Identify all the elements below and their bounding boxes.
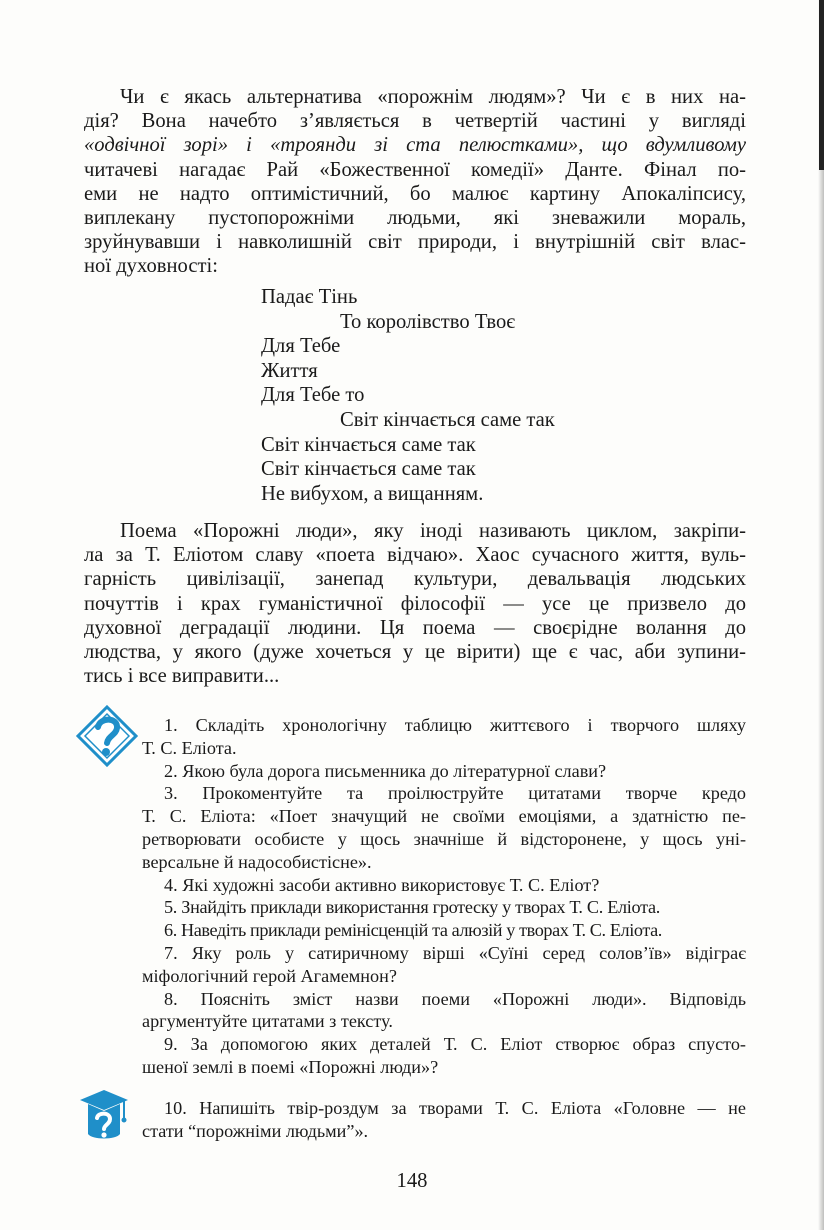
task-line: стати “порожніми людьми”». — [142, 1120, 369, 1141]
page-edge-shadow — [818, 0, 824, 1230]
conclusion-line: ла за Т. Еліотом славу «поета відчаю». Хаос сучасного життя, вуль- — [84, 544, 746, 567]
poem-line: Для Тебе то — [261, 384, 365, 407]
question-item-cont: шеної землі в поемі «Порожні люди»? — [142, 1056, 439, 1077]
poem-line: Світ кінчається саме так — [261, 433, 476, 456]
question-item-cont: міфологічний герой Агамемнон? — [142, 965, 397, 986]
poem-line: Падає Тінь — [261, 286, 358, 308]
question-item: 9. За допомогою яких деталей Т. С. Еліот створює образ спусто- — [164, 1034, 746, 1055]
creative-task — [142, 1097, 746, 1143]
question-item: 7. Яку роль у сатиричному вірші «Суїні серед солов’їв» відіграє — [164, 942, 746, 963]
task-line: 10. Напишіть твір-роздум за творами Т. С. Еліота «Головне — не — [164, 1098, 746, 1118]
question-item: 1. Складіть хронологічну таблицю життєвого і творчого шляху — [164, 715, 746, 735]
conclusion-paragraph — [84, 519, 746, 688]
question-item: 5. Знайдіть приклади використання гротеску у творах Т. С. Еліота. — [164, 897, 660, 918]
poem-excerpt — [261, 285, 555, 506]
question-item: 4. Які художні засоби активно використовує Т. С. Еліот? — [164, 874, 600, 895]
poem-line: Світ кінчається саме так — [340, 408, 555, 431]
question-item-cont: аргументуйте цитатами з тексту. — [142, 1011, 393, 1032]
poem-line: Життя — [261, 359, 318, 382]
question-item-cont: версальне й надособистісне». — [142, 851, 372, 872]
intro-line: «одвічної зорі» і «троянди зі ста пелюстками», що вдумливому — [84, 134, 746, 157]
intro-line: Чи є якась альтернатива «порожнім людям»? Чи є в них на- — [120, 86, 746, 108]
conclusion-line: почуттів і крах гуманістичної філософії — усе це призвело до — [84, 592, 746, 615]
intro-line: виплекану пустопорожніми людьми, які зневажили мораль, — [84, 207, 746, 230]
question-item-cont: Т. С. Еліота: «Поет значущий не своїми емоціями, а здатністю пе- — [142, 806, 746, 827]
question-item: 2. Якою була дорога письменника до літературної слави? — [164, 760, 607, 781]
intro-line: дія? Вона начебто з’являється в четвертій частині у вигляді — [84, 110, 746, 133]
graduation-cap-icon — [78, 1088, 130, 1144]
page-edge-mark — [819, 0, 824, 170]
conclusion-line: гарність цивілізації, занепад культури, девальвація людських — [84, 568, 746, 591]
intro-paragraph — [84, 85, 746, 279]
question-mark-icon — [76, 705, 138, 767]
question-item: 6. Наведіть приклади ремінісценцій та алюзій у творах Т. С. Еліота. — [164, 920, 662, 941]
conclusion-line: духовної деградації людини. Ця поема — своєрідне волання до — [84, 616, 746, 639]
page-number: 148 — [396, 1170, 428, 1192]
conclusion-line: людства, у якого (дуже хочеться у це вірити) ще є час, аби зупини- — [84, 641, 746, 664]
intro-line: ної духовності: — [84, 255, 218, 278]
intro-line: читачеві нагадає Рай «Божественної комедії» Данте. Фінал по- — [84, 158, 746, 181]
poem-line: Для Тебе — [261, 335, 341, 358]
poem-line: Не вибухом, а вищанням. — [261, 482, 484, 505]
review-questions — [142, 714, 746, 1079]
question-item: 8. Поясніть зміст назви поеми «Порожні люди». Відповідь — [164, 988, 746, 1009]
conclusion-line: тись і все виправити... — [84, 665, 280, 688]
question-item-cont: ретворювати особисте у щось значніше й відсторонене, у щось уні- — [142, 828, 746, 849]
question-item-cont: Т. С. Еліота. — [142, 737, 237, 758]
poem-line: То королівство Твоє — [340, 310, 516, 333]
poem-line: Світ кінчається саме так — [261, 458, 476, 481]
conclusion-line: Поема «Порожні люди», яку іноді називають циклом, закріпи- — [120, 520, 746, 542]
intro-line: зруйнувавши і навколишній світ природи, і внутрішній світ влас- — [84, 231, 746, 254]
intro-line: еми не надто оптимістичний, бо малює картину Апокаліпсису, — [84, 182, 746, 205]
question-item: 3. Прокоментуйте та проілюструйте цитатами творче кредо — [164, 783, 746, 804]
